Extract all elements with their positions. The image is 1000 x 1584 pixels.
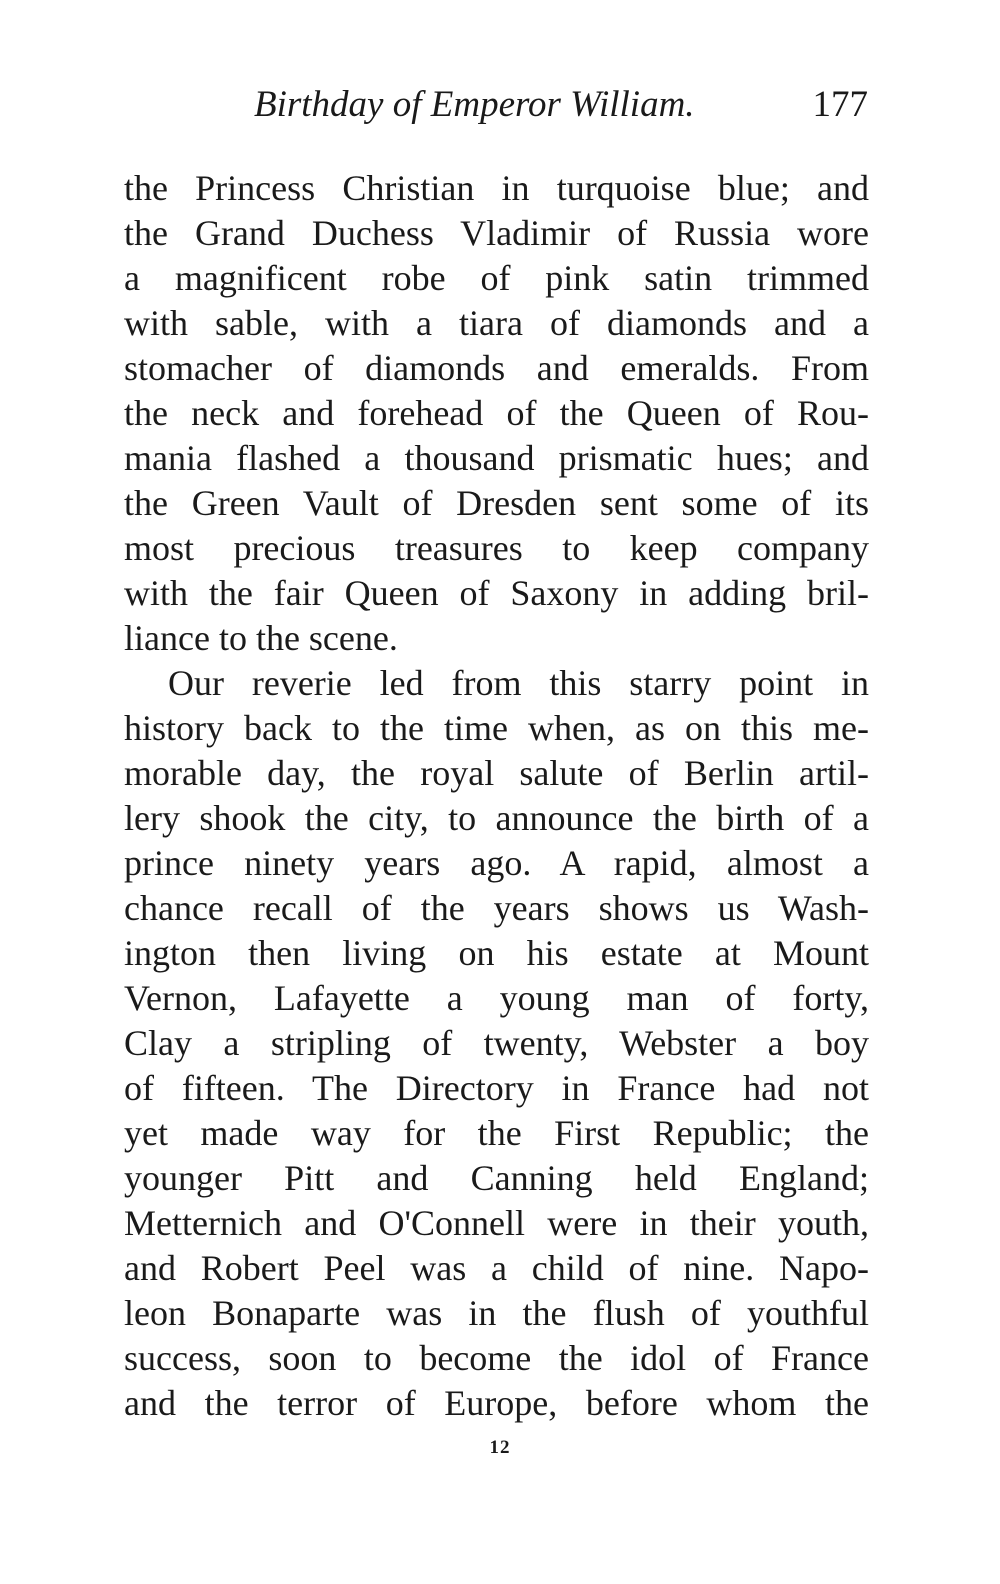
text-line: the Grand Duchess Vladimir of Russia wore (124, 213, 869, 253)
paragraph-end-line: liance to the scene. (124, 618, 398, 658)
text-line: the Green Vault of Dresden sent some of its (124, 483, 869, 523)
text-line: leon Bonaparte was in the flush of youthful (124, 1293, 869, 1333)
text-line: Vernon, Lafayette a young man of forty, (124, 978, 869, 1018)
text-line: mania flashed a thousand prismatic hues; and (124, 438, 869, 478)
text-line: chance recall of the years shows us Wash- (124, 888, 869, 928)
text-line: Clay a stripling of twenty, Webster a boy (124, 1023, 869, 1063)
text-line: younger Pitt and Canning held England; (124, 1158, 869, 1198)
text-line: with sable, with a tiara of diamonds and a (124, 303, 869, 343)
paragraph-start-line: Our reverie led from this starry point in (168, 663, 869, 703)
text-line: stomacher of diamonds and emeralds. From (124, 348, 869, 388)
running-head (0, 80, 868, 130)
text-line: with the fair Queen of Saxony in adding bril- (124, 573, 869, 613)
text-line: the neck and forehead of the Queen of Rou- (124, 393, 869, 433)
text-line: ington then living on his estate at Mount (124, 933, 869, 973)
page-number: 177 (812, 84, 868, 125)
text-line: of fifteen. The Directory in France had not (124, 1068, 869, 1108)
text-line: and Robert Peel was a child of nine. Napo- (124, 1248, 869, 1288)
text-line: most precious treasures to keep company (124, 528, 869, 568)
running-title: Birthday of Emperor William. (254, 84, 695, 125)
text-line: prince ninety years ago. A rapid, almost a (124, 843, 869, 883)
text-line: and the terror of Europe, before whom the (124, 1383, 869, 1423)
body-text (124, 166, 869, 1426)
text-line: yet made way for the First Republic; the (124, 1113, 869, 1153)
signature-mark: 12 (489, 1437, 511, 1458)
text-line: history back to the time when, as on this me- (124, 708, 869, 748)
text-line: a magnificent robe of pink satin trimmed (124, 258, 869, 298)
text-line: success, soon to become the idol of France (124, 1338, 869, 1378)
text-line: lery shook the city, to announce the birth of a (124, 798, 869, 838)
text-line: the Princess Christian in turquoise blue; and (124, 168, 869, 208)
text-line: morable day, the royal salute of Berlin artil- (124, 753, 869, 793)
text-line: Metternich and O'Connell were in their youth, (124, 1203, 869, 1243)
